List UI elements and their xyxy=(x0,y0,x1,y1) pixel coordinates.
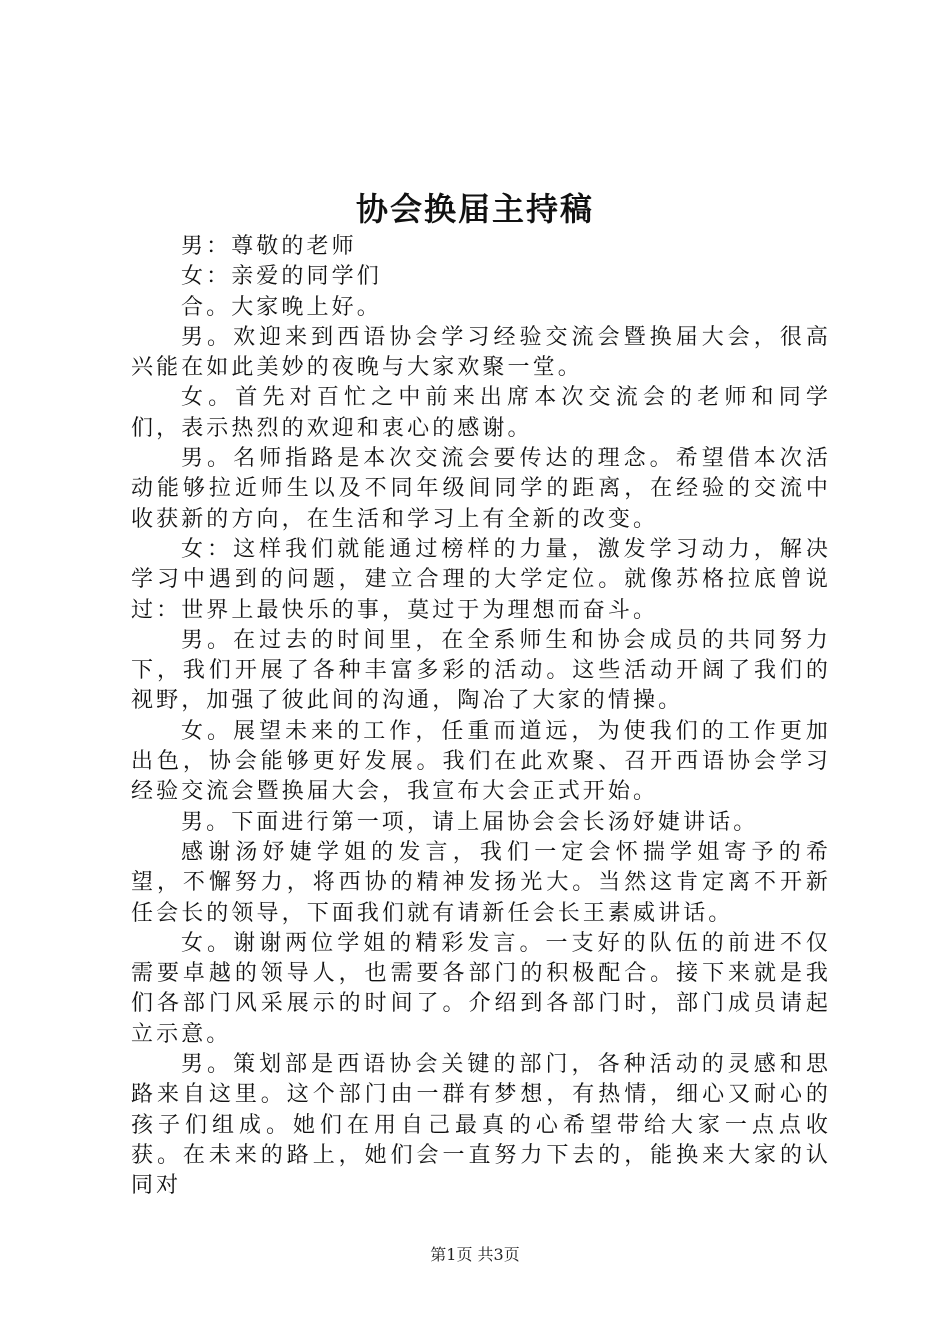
paragraph: 感谢汤妤婕学姐的发言，我们一定会怀揣学姐寄予的希望，不懈努力，将西协的精神发扬光大。当然这肯定离不开新任会长的领导，下面我们就有请新任会长王素威讲话。 xyxy=(131,839,831,926)
paragraph: 男：尊敬的老师 xyxy=(181,234,357,259)
document-body xyxy=(131,232,831,1202)
paragraph: 男。名师指路是本次交流会要传达的理念。希望借本次活动能够拉近师生以及不同年级间同学的距离，在经验的交流中收获新的方向，在生活和学习上有全新的改变。 xyxy=(131,446,831,532)
paragraph: 女：亲爱的同学们 xyxy=(181,264,382,290)
paragraph: 女。展望未来的工作，任重而道远，为使我们的工作更加出色，协会能够更好发展。我们在此欢聚、召开西语协会学习经验交流会暨换届大会，我宣布大会正式开始。 xyxy=(131,718,831,805)
paragraph: 男。策划部是西语协会关键的部门，各种活动的灵感和思路来自这里。这个部门由一群有梦想，有热情，细心又耐心的孩子们组成。她们在用自己最真的心希望带给大家一点点收获。在未来的路上，她们会一直努力下去的，能换来大家的认同对 xyxy=(131,1052,831,1199)
paragraph: 男。在过去的时间里，在全系师生和协会成员的共同努力下，我们开展了各种丰富多彩的活动。这些活动开阔了我们的视野，加强了彼此间的沟通，陶冶了大家的情操。 xyxy=(131,627,831,714)
page-number-footer: 第1页 共3页 xyxy=(430,1245,520,1264)
paragraph: 合。大家晚上好。 xyxy=(181,294,382,320)
paragraph: 女：这样我们就能通过榜样的力量，激发学习动力，解决学习中遇到的问题，建立合理的大学定位。就像苏格拉底曾说过：世界上最快乐的事，莫过于为理想而奋斗。 xyxy=(131,536,831,623)
paragraph: 男。下面进行第一项，请上届协会会长汤妤婕讲话。 xyxy=(181,809,759,835)
paragraph: 女。谢谢两位学姐的精彩发言。一支好的队伍的前进不仅需要卓越的领导人，也需要各部门的积极配合。接下来就是我们各部门风采展示的时间了。介绍到各部门时，部门成员请起立示意。 xyxy=(131,930,831,1047)
paragraph: 女。首先对百忙之中前来出席本次交流会的老师和同学们，表示热烈的欢迎和衷心的感谢。 xyxy=(131,385,831,441)
paragraph: 男。欢迎来到西语协会学习经验交流会暨换届大会，很高兴能在如此美妙的夜晚与大家欢聚一堂。 xyxy=(131,324,831,381)
document-title: 协会换届主持稿 xyxy=(355,190,594,228)
